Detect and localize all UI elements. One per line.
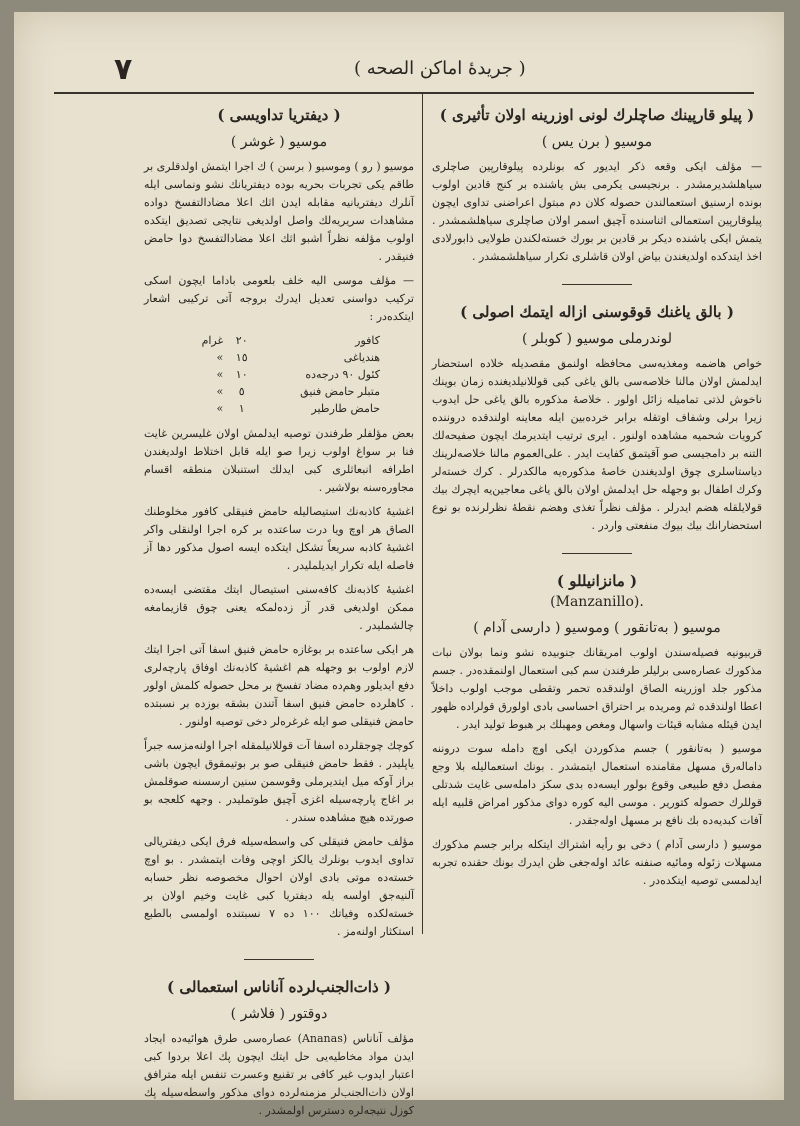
page-number: ۷ <box>114 52 133 87</box>
article-paragraph: بعض مؤلفلر طرفندن توصیه ایدلمش اولان غلیسرین غایت فنا بر سواغ اولوب زیرا صو ایله قابل اختلاط اولدیغندن اطرافه انبعاثلری كبی ایدلك استنبلان منطقه اقسام مجاوره‌سنه بولاشیر . <box>144 427 414 494</box>
section-rule <box>562 553 632 554</box>
article-paragraph: موسیو ( بەتانقور ) جسم مذكوردن ایكی اوچ دامله سوت دروننه داماله‌رق مسهل مقامنده استعمال ایتمشدر . بونك استعمالیله بلا وجع مفصل دفع طبیعی وقوع بولور ایسه‌ده بدی سكز دامله‌سی غایت شدتلی قوللرك حصوله كتوریر . موسی الیه كوره دوای مذكور امراض قلبیه ایله آفات كبدیه‌ده بك نافع بر مسهل اوله‌جقدر . <box>432 742 762 827</box>
column-divider <box>422 94 423 934</box>
prescription-row <box>184 400 384 417</box>
section-rule <box>562 284 632 285</box>
ingredient-name: حامض طارطیر <box>311 402 380 415</box>
article-author: موسیو ( بەتانقور ) وموسیو ( دارسی آدام ) <box>473 620 721 636</box>
article-title: ( مانزانیللو ) <box>556 572 638 590</box>
article-paragraph: خواص هاضمه ومغذیه‌سی محافظه اولنمق مقصدیله خلاده استحضار ایدلمش اولان مالنا خلاصه‌سی بالق یاغی كبی قوللانیلدیغنده زمان بوینك ناخوش لذتی تماميله زائل اولور . خلاصهٔ مذكوره بالق یاغی حل ایدوب زیرا برلی وشفاف اوتقله برابر خرده‌بین ایله معاینه اولندقده دروننده كرویات شحمیه مشاهده اولنور . ایری ترتیب ایتدیرمك ایچون صفیحه‌لك التنه بر دامجیسی صو آقیتمق كفایت ایدر . علی‌العموم مالنا خلاصه‌لرینك دیاستاسلری چوق اولدیغندن خاصهٔ مذكوره‌یه مالكدرلر . كرك خسته‌لر وكرك اطفال بو وجهله حل ایدلمش اولان بالق یاغی معاجین‌یه ایچرك بیك قولایلقله هضم ایدرلر . مؤلف نظراً تغذی وهضم نقطهٔ نظرلرنده بو نوع استحضارانك بیك بیوك منفعتی واردر . <box>432 357 762 532</box>
ingredient-name: كئول ٩٠ درجه‌ده <box>305 368 380 381</box>
article-paragraph: موسیو ( دارسی آدام ) دخی بو رأیه اشتراك ایتكله برابر جسم مذكورك مسهلات زئوله ومائیه صنفنه عائد اوله‌جغی ظن ایدرك بونك حقنده تجربه ایدلمسی توصیه ایتكده‌در . <box>432 838 762 887</box>
ingredient-qty: ٥ <box>238 385 245 398</box>
article-paragraph: اغشیهٔ كاذبه‌نك استیصالیله حامض فنیقلی كافور مخلوطنك الصاق هر اوچ ویا درت ساعتده بر كره اجرا اولنقلی واكر اغشیهٔ كاذبه سریعاً تشكل ایتكده ایسه اصول مذكور دها آز فاصله ایله تكرار ایدیلملیدر . <box>144 505 414 572</box>
article-paragraph: هر ایكی ساعتده بر بوغازه حامض فنیق اسفا آتی اجرا ایتك لازم اولوب بو وجهله هم اغشیهٔ كاذبه‌نك اوفاق پارچه‌لری دفع ایدیلور وهم‌ده مضاد تفسخ بر محل حصوله كلمش اولور . كاهلرده حامض فنیق اسفا آتندن بشقه بوزده بر نسبتده حامض فنیقلی صو ایله غرغره‌لر دخی توصیه اولنور . <box>144 643 414 728</box>
ingredient-unit: » <box>216 368 224 381</box>
article-paragraph: موسیو ( رو ) وموسیو ( برسن ) ك اجرا ایتمش اولدقلری بر طاقم یكی تجربات بحریه بوده دیفتریانك نشو ونماسی ایله آنلرك دیفتریانیه مقابله ایدن اثك اعلا مضادالتفسخ دواده مشاهدات سریریه‌لك واصل اولدیغی نتایجی تصدیق ایتكده اولوب مؤلفه نظراً اشبو اثك اعلا مضادالتفسخ دوا حامض فنیقدر . <box>144 160 414 263</box>
article-author: لوندرملی موسیو ( كوبلر ) <box>521 331 673 347</box>
article-title: ( بالق یاغنك قوقوسنی ازاله ایتمك اصولی ) <box>460 303 734 321</box>
page-header <box>54 52 754 94</box>
left-column <box>144 98 414 1126</box>
article-author: موسیو ( برن یس ) <box>541 134 653 150</box>
article-paragraph: مؤلف حامض فنیقلی كی واسطه‌سیله فرق ایكی دیفتریالی تداوی ایدوب بونلرك یالكز اوچی وفات ایتمشدر . بو اوچ خسته‌ده موتی بادی اولان احوال مخصوصه نظر حسابه آلنیه‌جق اولسه یله دیفتریا كبی غایت وخیم اولان بر خسته‌لكده وفیاتك ١٠٠ ده ٧ نسبتنده اولمسی بالطبع استكثار اولنه‌مز . <box>144 835 414 938</box>
prescription-row <box>184 366 384 383</box>
article-title: ( دیفتریا تداویسی ) <box>217 106 341 124</box>
article-paragraph: كوچك چوجقلرده اسفا آت قوللانیلمقله اجرا اولنه‌مزسه جبراً یاپلیدر . فقط حامض فنیقلی صو بر بوتیمقوق ایچون باشی براز آوكه میل ایتدیرملی وقوسمن سنین ارسسنه صوقلمش بر اغاج پارچه‌سیله اغزی آچیق طوتملیدر . وجهه كلعجه بو صورتده هیچ مشاهده سندر . <box>144 739 414 824</box>
ingredient-unit: » <box>216 385 224 398</box>
ingredient-unit: » <box>216 351 224 364</box>
prescription-row <box>184 383 384 400</box>
article-latin-title: (Manzanillo). <box>550 594 644 610</box>
ingredient-qty: ١ <box>238 402 245 415</box>
article-title: ( ذات‌الجنب‌لرده آناناس استعمالی ) <box>167 978 391 996</box>
ingredient-unit: » <box>216 402 224 415</box>
ingredient-qty: ١٥ <box>235 351 248 364</box>
article-author: دوقتور ( فلاشر ) <box>230 1006 328 1022</box>
article-author: موسیو ( غوشر ) <box>230 134 328 150</box>
article-paragraph: قربیونیه فصیله‌سندن اولوب امریقانك جنوبیده نشو ونما بولان نبات مذكورك عصاره‌سی برلیلر طرفندن سم كبی استعمال اولنمقده‌در . جسم مذكور جلد اوزرینه الصاق اولندقده تحمر وتقطی موجب اولوب داخلاً اعطا اولندقده ثم ومریده بر احتراق احساسی بادی اولورق قولراده ظهور ایدن قیئله مشابه قیئات واسهال ومغص ومهبلك بر هبوط تولید ایدر . <box>432 646 762 731</box>
ingredient-qty: ٢٠ <box>235 334 248 347</box>
ingredient-unit: غرام <box>201 334 224 347</box>
ingredient-name: كافور <box>355 334 380 347</box>
newspaper-page <box>14 12 784 1117</box>
prescription-row <box>184 349 384 366</box>
prescription-table <box>184 332 384 417</box>
article-paragraph: اغشیهٔ كاذبه‌نك كافه‌سنی استیصال ایتك مقتضی ایسه‌ده ممكن اولدیغی قدر آز زده‌لمكه یعنی چوق قازیمامغه چالشملیدر . <box>144 583 414 632</box>
ingredient-name: هندیاغی <box>343 351 380 364</box>
right-column <box>432 98 762 896</box>
article-paragraph: — مؤلف ایكی وقعه ذكر ایدیور كه بونلرده پیلوقارپین صاچلری سیاهلشدیرمشدر . برنجیسی یكرمی بش یاشنده بر كنج قادین اولوب بونده ارسنیق استعمالندن حصوله كلان دم مبتول اعراضنی تداوی ایچون پیلوقارپین استعمالی اثناسنده آچیق اسمر اولان صاچلری سیاهلشمشدر . یتمش ایكی یاشنده دیكر بر قادین بر بورك خسته‌لكندن طولایی ذابورلادی اخذ ایتدكده اولدیغندن بیاض اولان قاشلری تكرار سیاهلشمشدر . <box>432 160 762 263</box>
ingredient-name: متبلر حامض فنیق <box>300 385 380 398</box>
article-paragraph: مؤلف آناناس (Ananas) عصاره‌سی طرق هوائیه‌ده ایجاد ایدن مواد مخاطیه‌یی حل ایتك ایچون پك اعلا بردوا كبی اعتبار ایدوب غیر كافی بر تقنیع وعسرت تنفس ایله مترافق اولان ذات‌الجنب‌لر مزمنه‌لرده دوای مذكور واسطه‌سیله پك كوزل نتیجه‌لره دسترس اولمشدر . <box>144 1032 414 1117</box>
ingredient-qty: ١٠ <box>235 368 248 381</box>
article-paragraph: — مؤلف موسی الیه خلف بلعومی باداما ایچون اسكی تركیب دواسنی تعدیل ایدرك بروجه آتی تركیبی اشعار ایتكده‌در : <box>144 274 414 323</box>
journal-title: ( جریدۀ اماكن الصحه ) <box>354 58 526 79</box>
article-title: ( پیلو قارپینك صاچلرك لونی اوزرینه اولان تأثیری ) <box>439 106 755 124</box>
prescription-row <box>184 332 384 349</box>
section-rule <box>244 959 314 960</box>
